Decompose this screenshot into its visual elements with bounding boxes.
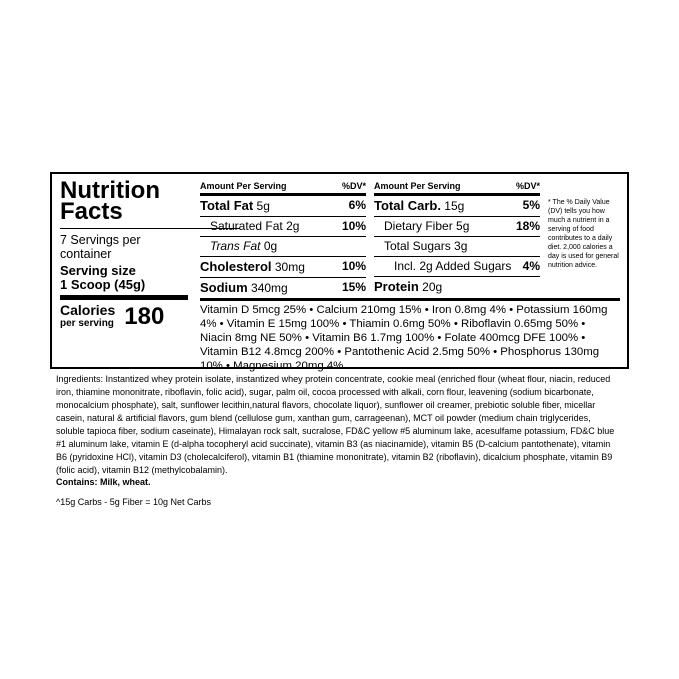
title-line-2: Facts bbox=[60, 198, 123, 225]
nutrient-row: Protein 20g bbox=[374, 279, 443, 294]
servings-per-container: 7 Servings per container bbox=[60, 233, 141, 261]
daily-value-footnote: * The % Daily Value (DV) tells you how much a nutrient in a serving of food contributes to a daily diet. 2,000 calories a day is used for general nutrition advice. bbox=[548, 199, 619, 269]
nutrient-column-1 bbox=[200, 181, 366, 298]
nutrient-column-2 bbox=[374, 181, 540, 297]
calories-value: 180 bbox=[124, 303, 165, 330]
nutrient-row: Cholesterol 30mg 10% bbox=[200, 257, 366, 278]
ingredients-text: Ingredients: Instantized whey protein isolate, instantized whey protein concentrate, cookie meal (enriched flour (wheat flour, niacin, reduced iron, thiamine mononitrate, riboflavin, folic acid), sugar, palm oil, cocoa processed with alkali, corn flour, leavening (sodium bicarbonate, monocalcium phosphate), salt, sunflower lecithin,natural flavors, chocolate liquor), sunflower oil creamer, prebiotic soluble fiber, micellar casein, natural & artificial flavors, gum blend (cellulose gum, xanthan gum, carrageenan), MCT oil powder (medium chain triglycerides, soluble tapioca fiber, sodium caseinate), Himalayan rock salt, sucralose, FD&C yellow #5 aluminum lake, acesulfame potassium, FD&C blue #1 aluminum lake, vitamin E (d-alpha tocopheryl acid succinate), vitamin B3 (as niacinamide), vitamin B5 (D-calcium pantothenate), vitamin B6 (pyridoxine HCl), vitamin D3 (cholecalciferol), vitamin B1 (thiamine mononitrate), vitamin B2 (riboflavin), dicalcium phosphate, vitamin B9 (folic acid), vitamin B12 (methylcobalamin). bbox=[56, 374, 615, 475]
nutrient-row: Trans Fat 0g bbox=[200, 237, 366, 257]
calories-sublabel: per serving bbox=[60, 318, 114, 329]
column-header: Amount Per Serving %DV* bbox=[200, 181, 366, 196]
nutrient-row: Incl. 2g Added Sugars 4% bbox=[374, 257, 540, 277]
nutrient-row: Dietary Fiber 5g 18% bbox=[374, 217, 540, 237]
serving-size-value: 1 Scoop (45g) bbox=[60, 277, 146, 292]
column-header: Amount Per Serving %DV* bbox=[374, 181, 540, 196]
net-carbs-note: ^15g Carbs - 5g Fiber = 10g Net Carbs bbox=[56, 497, 212, 507]
serving-size-label: Serving size bbox=[60, 263, 136, 278]
nutrient-row: Total Fat 5g 6% bbox=[200, 196, 366, 217]
nutrient-row: Total Sugars 3g bbox=[374, 237, 540, 257]
vitamins-minerals: Vitamin D 5mcg 25% • Calcium 210mg 15% • Iron 0.8mg 4% • Potassium 160mg 4% • Vitamin E 15mg 100% • Thiamin 0.6mg 50% • Riboflavin 0.65mg 50% • Niacin 8mg NE 50% • Vitamin B6 1.7mg 100% • Folate 400mcg DFE 100% • Vitamin B12 4.8mcg 200% • Pantothenic Acid 2.5mg 50% • Phosphorus 130mg 10% • Magnesium 20mg 4% bbox=[200, 298, 620, 373]
calories-label: Calories per serving bbox=[60, 302, 116, 329]
title-line-1: Nutrition bbox=[60, 177, 160, 204]
allergen-statement: Contains: Milk, wheat. bbox=[56, 477, 151, 487]
nutrition-facts-panel bbox=[50, 172, 629, 372]
nutrient-row: Saturated Fat 2g 10% bbox=[200, 217, 366, 237]
thick-divider bbox=[60, 295, 188, 300]
nutrient-row: Total Carb. 15g 5% bbox=[374, 196, 540, 217]
nutrient-row: Sodium 340mg 15% bbox=[200, 280, 366, 295]
